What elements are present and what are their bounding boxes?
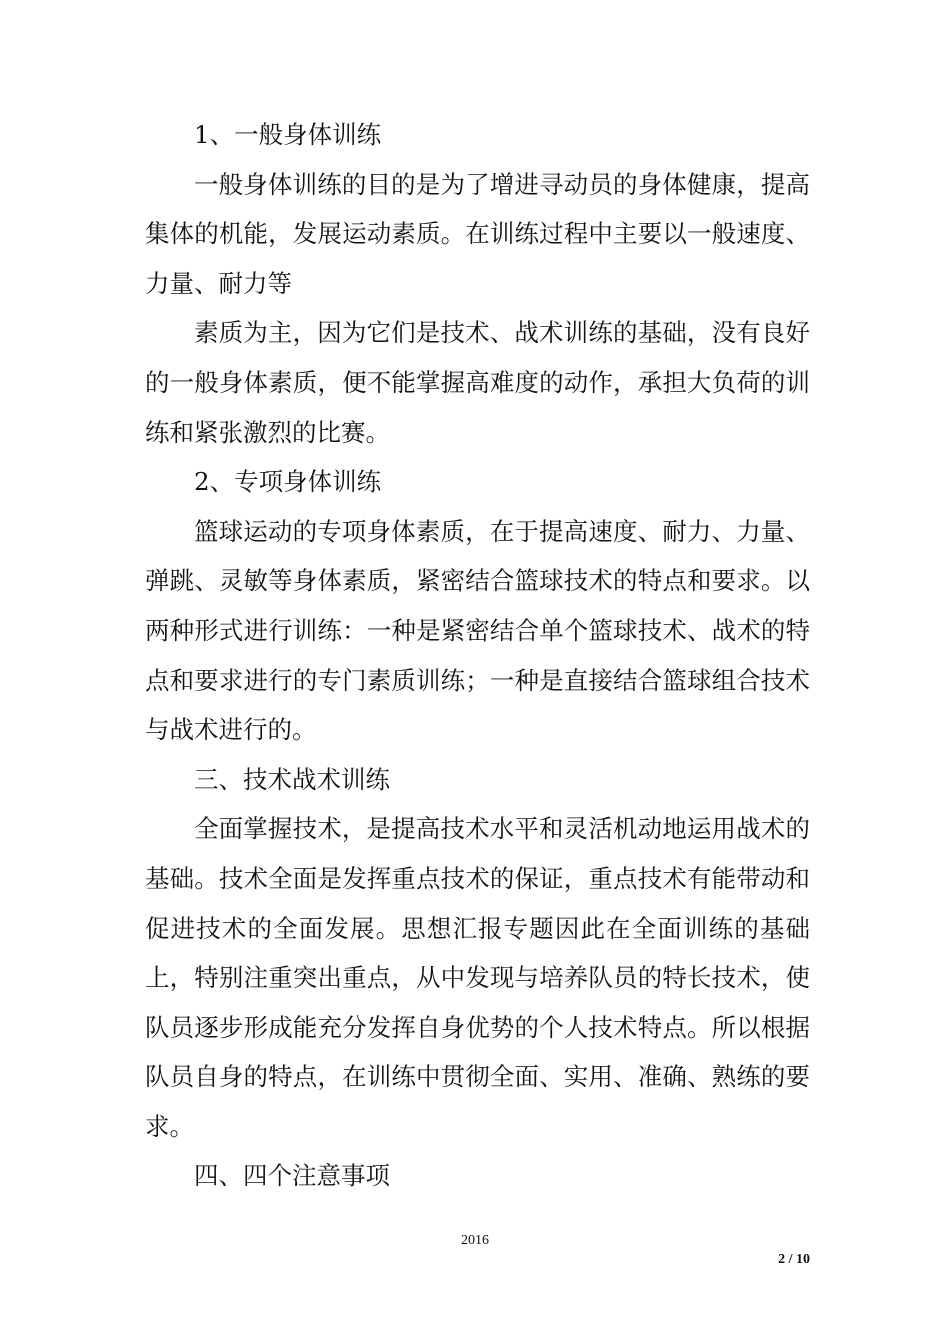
heading-four-precautions: 四、四个注意事项 (194, 1161, 390, 1191)
heading-specialized-physical-training: 2、专项身体训练 (194, 467, 382, 497)
heading-technique-tactics-training: 三、技术战术训练 (194, 764, 390, 794)
paragraph-general-training-basis: 素质为主，因为它们是技术、战术训练的基础，没有良好的一般身体素质，便不能掌握高难度的动作，承担大负荷的训练和紧张激烈的比赛。 (145, 318, 810, 447)
paragraph-specialized-training: 篮球运动的专项身体素质，在于提高速度、耐力、力量、弹跳、灵敏等身体素质，紧密结合篮球技术的特点和要求。以两种形式进行训练：一种是紧密结合单个篮球技术、战术的特点和要求进行的专门素质训练；一种是直接结合篮球组合技术与战术进行的。 (145, 516, 810, 745)
paragraph-technique-tactics: 全面掌握技术，是提高技术水平和灵活机动地运用战术的基础。技术全面是发挥重点技术的保证，重点技术有能带动和促进技术的全面发展。思想汇报专题因此在全面训练的基础上，特别注重突出重点，从中发现与培养队员的特长技术，使队员逐步形成能充分发挥自身优势的个人技术特点。所以根据队员自身的特点，在训练中贯彻全面、实用、准确、熟练的要求。 (145, 814, 810, 1141)
page-indicator: 2 / 10 (778, 1252, 810, 1267)
heading-general-physical-training: 1、一般身体训练 (194, 120, 382, 149)
paragraph-general-training-purpose: 一般身体训练的目的是为了增进寻动员的身体健康，提高集体的机能，发展运动素质。在训练过程中主要以一般速度、力量、耐力等 (145, 169, 810, 298)
footer-year: 2016 (461, 1233, 489, 1248)
document-body (145, 110, 810, 1201)
